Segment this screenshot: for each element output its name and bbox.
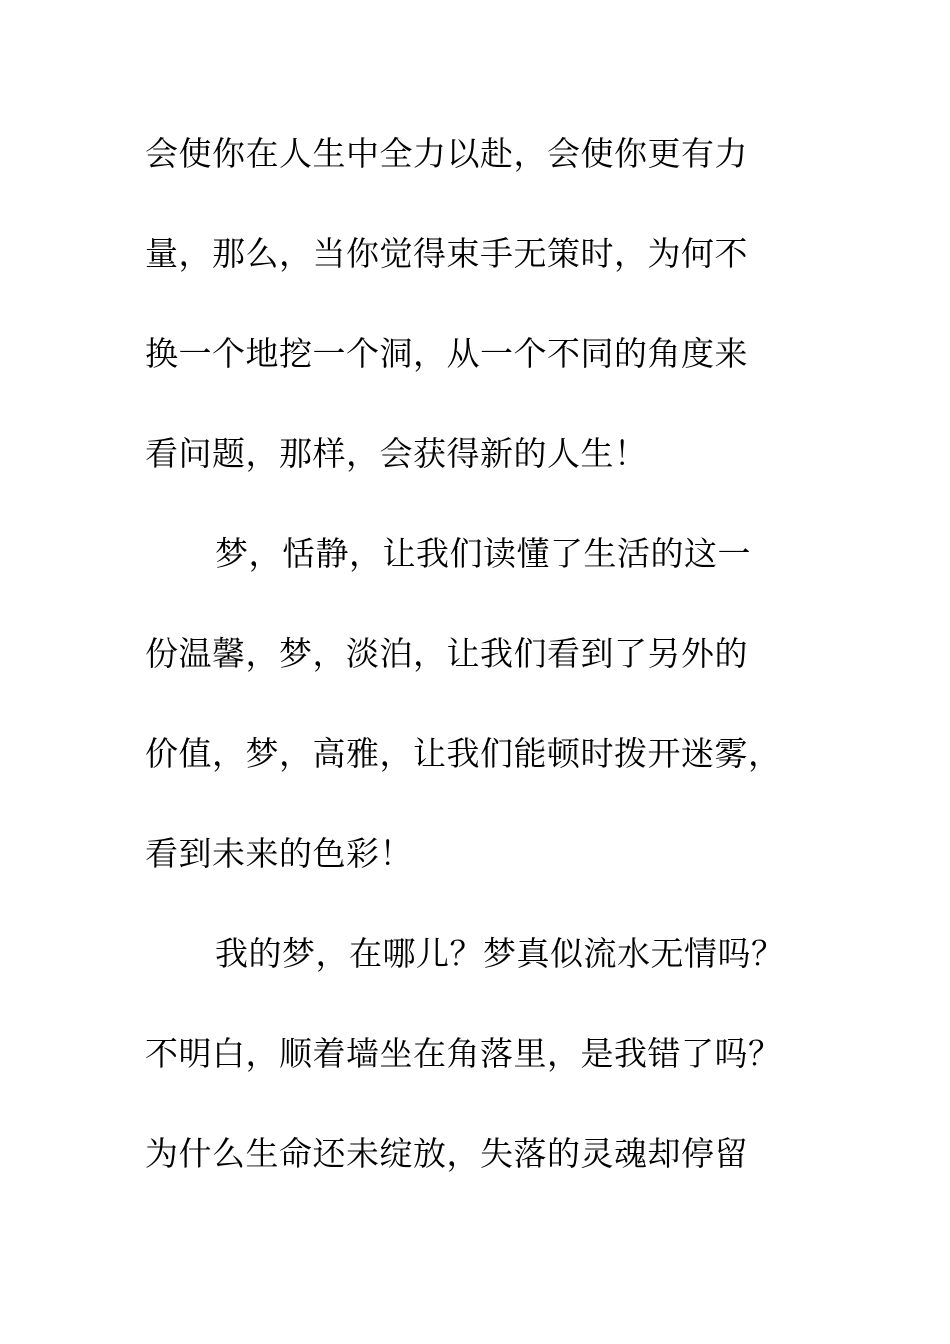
text-line: 价值，梦，高雅，让我们能顿时拨开迷雾， — [145, 734, 782, 773]
text-line: 量，那么，当你觉得束手无策时，为何不 — [145, 234, 748, 273]
text-line: 会使你在人生中全力以赴，会使你更有力 — [145, 134, 748, 173]
text-line: 看到未来的色彩！ — [145, 834, 413, 873]
text-line: 份温馨，梦，淡泊，让我们看到了另外的 — [145, 634, 748, 673]
paragraph-start-line: 梦，恬静，让我们读懂了生活的这一 — [215, 534, 751, 573]
text-line: 看问题，那样，会获得新的人生！ — [145, 434, 648, 473]
text-line: 不明白，顺着墙坐在角落里，是我错了吗？ — [145, 1034, 782, 1073]
paragraph-start-line: 我的梦，在哪儿？梦真似流水无情吗？ — [215, 934, 785, 973]
body-text — [145, 126, 805, 1226]
text-line: 为什么生命还未绽放，失落的灵魂却停留 — [145, 1134, 748, 1173]
text-line: 换一个地挖一个洞，从一个不同的角度来 — [145, 334, 748, 373]
